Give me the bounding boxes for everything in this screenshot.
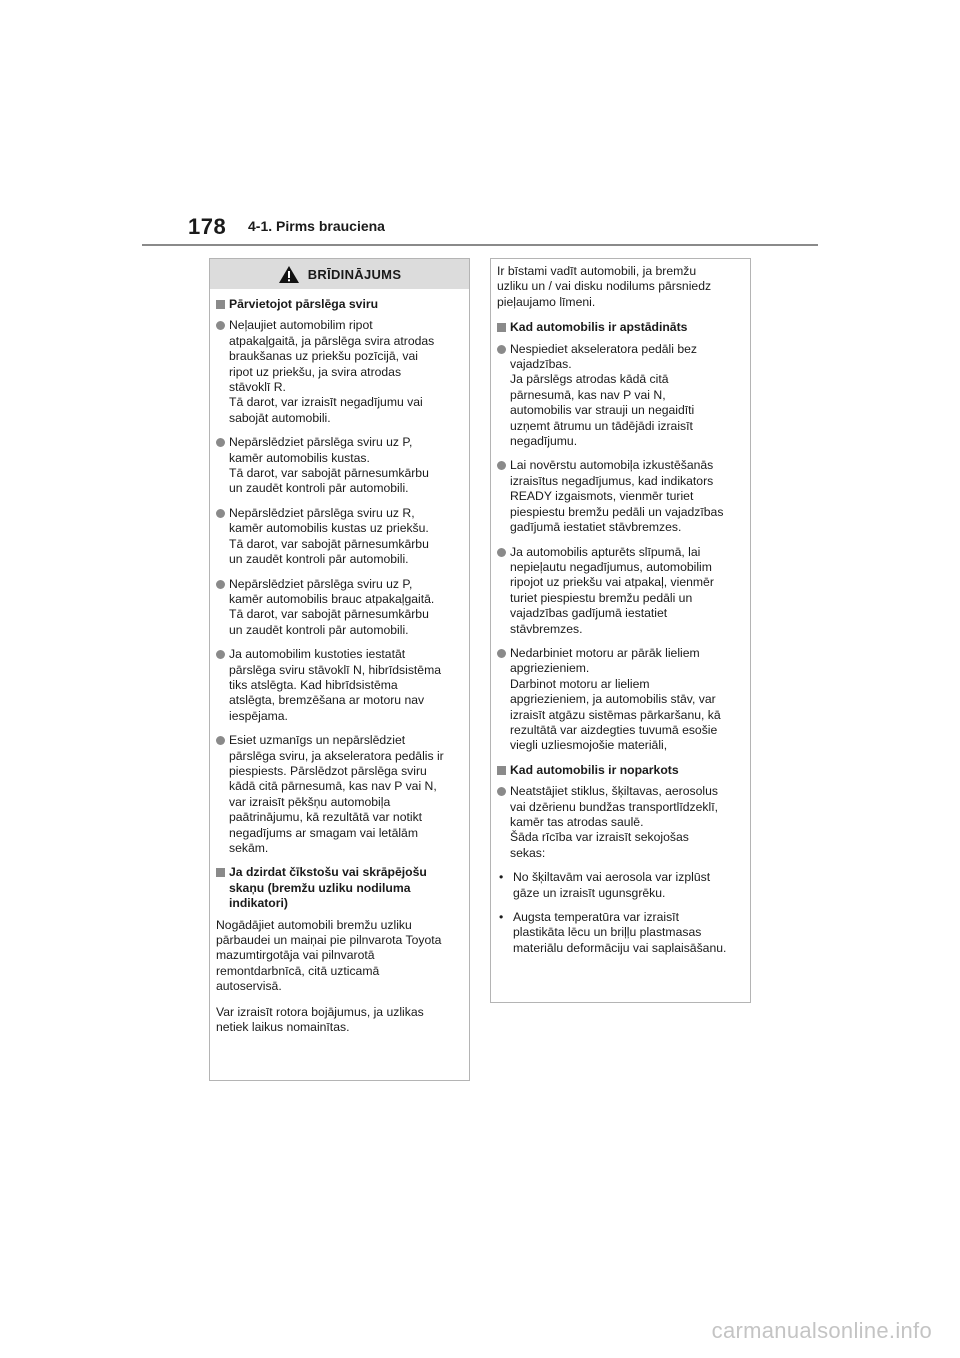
section-heading-text: Ja dzirdat čīkstošu vai skrāpējošu skaņu (bremžu uzliku nodiluma indikatori): [229, 865, 427, 911]
list-item-text: Nepārslēdziet pārslēga sviru uz P, kamēr automobilis brauc atpakaļgaitā. Tā darot, var sabojāt pārnesumkārbu un zaudēt kontroli pār automobili.: [229, 576, 435, 637]
sub-list-item-text: Augsta temperatūra var izraisīt plastikāta lēcu un briļļu plastmasas materiālu deformāciju vai saplaisāšanu.: [513, 910, 727, 955]
circle-bullet-icon: [216, 321, 225, 330]
list-item: [216, 647, 463, 724]
square-bullet-icon: [216, 868, 225, 877]
sub-list-item: [497, 910, 744, 956]
circle-bullet-icon: [216, 438, 225, 447]
warning-title: BRĪDINĀJUMS: [307, 266, 402, 282]
list-item: [216, 577, 463, 639]
circle-bullet-icon: [497, 787, 506, 796]
section-heading-text: Pārvietojot pārslēga sviru: [229, 297, 379, 311]
square-bullet-icon: [497, 323, 506, 332]
sub-list-item-text: No šķiltavām vai aerosola var izplūst gāze un izraisīt ugunsgrēku.: [513, 870, 711, 900]
section-title: 4-1. Pirms brauciena: [248, 218, 385, 234]
header-divider: [142, 244, 818, 246]
list-item-text: Nepārslēdziet pārslēga sviru uz P, kamēr automobilis kustas. Tā darot, var sabojāt pārnesumkārbu un zaudēt kontroli pār automobili.: [229, 435, 429, 496]
circle-bullet-icon: [216, 736, 225, 745]
list-item: [497, 784, 744, 861]
list-item: [216, 506, 463, 568]
section-heading: [216, 297, 463, 312]
circle-bullet-icon: [497, 461, 506, 470]
bullet-mark: •: [499, 910, 504, 925]
list-item-text: Ja automobilim kustoties iestatāt pārslēga sviru stāvoklī N, hibrīdsistēma tiks atslēgta. Kad hibrīdsistēma atslēgta, bremzēšana ar motoru nav iespējama.: [229, 647, 442, 723]
square-bullet-icon: [497, 766, 506, 775]
circle-bullet-icon: [497, 548, 506, 557]
section-heading-text: Kad automobilis ir apstādināts: [510, 320, 688, 335]
list-item: [216, 318, 463, 426]
list-item-text: Esiet uzmanīgs un nepārslēdziet pārslēga sviru, ja akseleratora pedālis ir piespiests. Pārslēdzot pārslēga sviru kādā citā pārnesumā, kas nav P vai N, var izraisīt pēkšņu automobiļa paātrinājumu, kā rezultātā var notikt negadījums ar smagam vai letālām sekām.: [229, 733, 444, 855]
list-item: [216, 733, 463, 856]
list-item: [497, 646, 744, 754]
section-heading: [216, 865, 463, 911]
list-item-text: Neatstājiet stiklus, šķiltavas, aerosolus vai dzērienu bundžas transportlīdzeklī, kamēr tas atrodas saulē. Šāda rīcība var izraisīt sekojošas sekas:: [510, 784, 718, 860]
warning-content-left: [210, 289, 469, 1035]
page-number: 178: [188, 214, 227, 239]
list-item: [216, 435, 463, 497]
section-heading: [497, 320, 744, 335]
list-item: [497, 545, 744, 637]
section-heading-text: Kad automobilis ir noparkots: [510, 762, 679, 777]
list-item-text: Lai novērstu automobiļa izkustēšanās izraisītus negadījumus, kad indikators READY izgaismots, vienmēr turiet piespiestu bremžu pedāli un vajadzības gadījumā iestatiet stāvbremzes.: [510, 458, 724, 535]
warning-box-left: [209, 258, 470, 1081]
list-item-text: Nedarbiniet motoru ar pārāk lieliem apgriezieniem. Darbinot motoru ar lieliem apgriezieniem, ja automobilis stāv, var izraisīt atgāzu sistēmas pārkaršanu, kā rezultātā var aizdegties tuvumā esošie viegli uzliesmojošie materiāli,: [510, 645, 721, 753]
list-item-text: Nepārslēdziet pārslēga sviru uz R, kamēr automobilis kustas uz priekšu. Tā darot, var sabojāt pārnesumkārbu un zaudēt kontroli pār automobili.: [229, 505, 429, 567]
warning-header: [210, 259, 469, 289]
paragraph: Ir bīstami vadīt automobili, ja bremžu uzliku un / vai disku nodilums pārsniedz pieļaujamo līmeni.: [497, 264, 712, 309]
circle-bullet-icon: [497, 649, 506, 658]
watermark: carmanualsonline.info: [711, 1318, 932, 1343]
section-heading: [497, 763, 744, 778]
bullet-mark: •: [499, 870, 504, 885]
warning-box-right: [490, 258, 751, 1003]
warning-content-right: [491, 259, 750, 956]
circle-bullet-icon: [216, 650, 225, 659]
list-item: [497, 458, 744, 535]
sub-list-item: [497, 870, 744, 901]
list-item-text: Neļaujiet automobilim ripot atpakaļgaitā, ja pārslēga svira atrodas braukšanas uz priekšu pozīcijā, vai ripot uz priekšu, ja svira atrodas stāvoklī R. Tā darot, var izraisīt negadījumu vai sabojāt automobili.: [229, 318, 435, 425]
list-item-text: Nespiediet akseleratora pedāli bez vajadzības. Ja pārslēgs atrodas kādā citā pārnesumā, kas nav P vai N, automobilis var strauji un negaidīti uzņemt ātrumu un tādējādi izraisīt negadījumu.: [510, 341, 697, 449]
paragraph: Nogādājiet automobili bremžu uzliku pārbaudei un maiņai pie pilnvarota Toyota mazumtirgotāja vai pilnvarotā remontdarbnīcā, citā uzticamā autoservisā.: [216, 917, 442, 994]
list-item-text: Ja automobilis apturēts slīpumā, lai nepieļautu negadījumus, automobilim ripojot uz priekšu vai atpakaļ, vienmēr turiet piespiestu bremžu pedāli un vajadzības gadījumā iestatiet stāvbremzes.: [510, 544, 714, 636]
warning-triangle-icon: [278, 265, 300, 284]
circle-bullet-icon: [216, 580, 225, 589]
circle-bullet-icon: [497, 345, 506, 354]
square-bullet-icon: [216, 300, 225, 309]
circle-bullet-icon: [216, 509, 225, 518]
list-item: [497, 342, 744, 450]
page-header: [0, 0, 960, 250]
paragraph: Var izraisīt rotora bojājumus, ja uzlikas netiek laikus nomainītas.: [216, 1004, 424, 1035]
